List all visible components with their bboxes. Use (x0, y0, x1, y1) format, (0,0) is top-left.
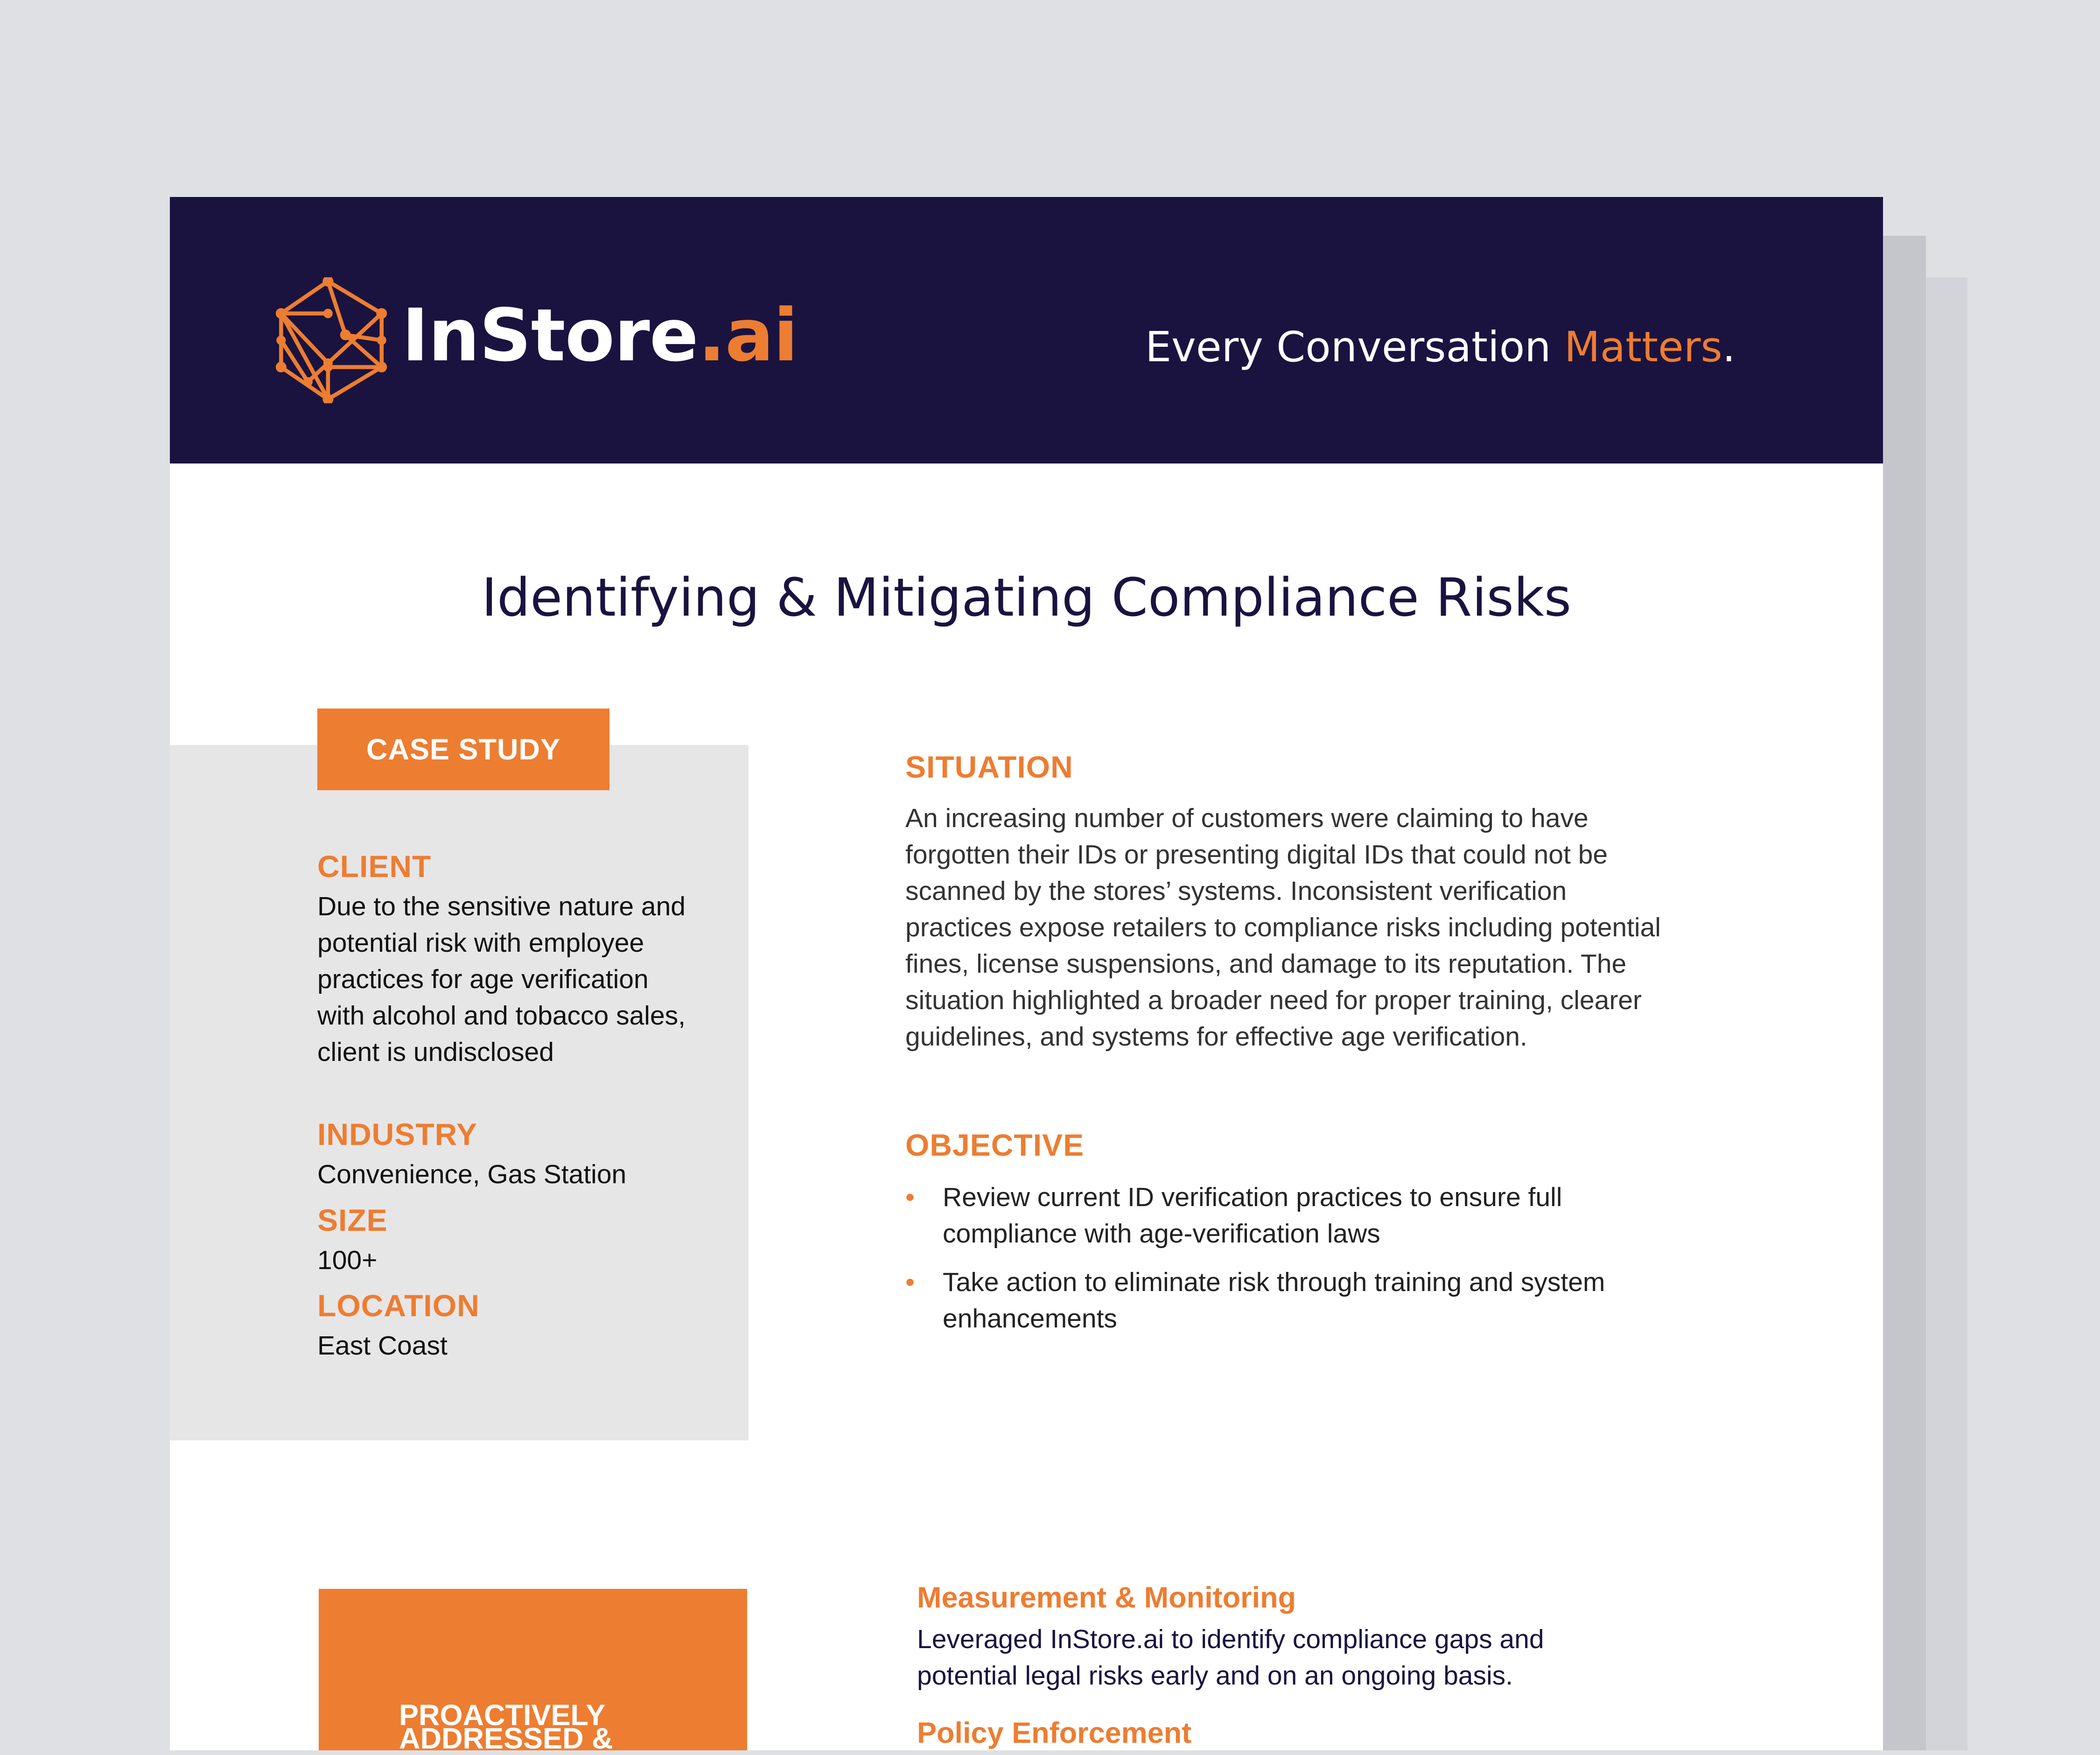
tagline-period: . (1722, 323, 1736, 371)
highlight-line-1: PROACTIVELY (399, 1699, 606, 1732)
measurement-text: Leveraged InStore.ai to identify compliance gaps and potential legal risks early and on an ongoing basis. (917, 1624, 1544, 1691)
list-item-text: Review current ID verification practices to ensure full compliance with age-verification laws (943, 1182, 1562, 1249)
objective-list (905, 1179, 1655, 1349)
situation-heading: SITUATION (905, 750, 1073, 784)
document-page (170, 197, 1883, 1755)
page-title: Identifying & Mitigating Compliance Risks (481, 568, 1572, 628)
tagline (1145, 324, 1736, 370)
client-value: Due to the sensitive nature and potential risk with employee practices for age verification with alcohol and tobacco sales, client is undisclosed (317, 892, 686, 1067)
industry-value: Convenience, Gas Station (317, 1159, 627, 1189)
highlight-line-2: ADDRESSED & (399, 1722, 613, 1755)
objective-heading: OBJECTIVE (905, 1128, 1085, 1162)
tagline-text: Every Conversation (1145, 323, 1564, 371)
policy-heading: Policy Enforcement (917, 1717, 1192, 1749)
list-item-text: Take action to eliminate risk through training and system enhancements (943, 1267, 1605, 1334)
logo-wordmark (402, 293, 798, 378)
size-label: SIZE (317, 1203, 388, 1237)
industry-label: INDUSTRY (317, 1117, 477, 1151)
situation-text: An increasing number of customers were claiming to have forgotten their IDs or presenting digital IDs that could not be scanned by the stores’ systems. Inconsistent verification practices expose retailers to compliance risks including potential fines, license suspensions, and damage to its reputation. The situation highlighted a broader need for proper training, clearer guidelines, and systems for effective age verification. (905, 803, 1661, 1052)
location-value: East Coast (317, 1331, 448, 1361)
logo-accent: .ai (698, 293, 798, 378)
logo-network-icon (274, 277, 390, 403)
results-highlight-box (319, 1589, 747, 1755)
logo-main: InStore (402, 293, 698, 378)
location-label: LOCATION (317, 1288, 480, 1323)
bullet-icon: • (905, 1267, 915, 1297)
case-study-badge: CASE STUDY (317, 709, 609, 790)
size-value: 100+ (317, 1245, 378, 1275)
measurement-heading: Measurement & Monitoring (917, 1581, 1296, 1614)
tagline-accent: Matters (1564, 323, 1722, 371)
header-banner (170, 197, 1883, 463)
client-label: CLIENT (317, 849, 432, 884)
results-highlight-text (399, 1699, 613, 1755)
list-item (905, 1264, 1655, 1337)
bullet-icon: • (905, 1182, 915, 1212)
list-item (905, 1179, 1655, 1252)
